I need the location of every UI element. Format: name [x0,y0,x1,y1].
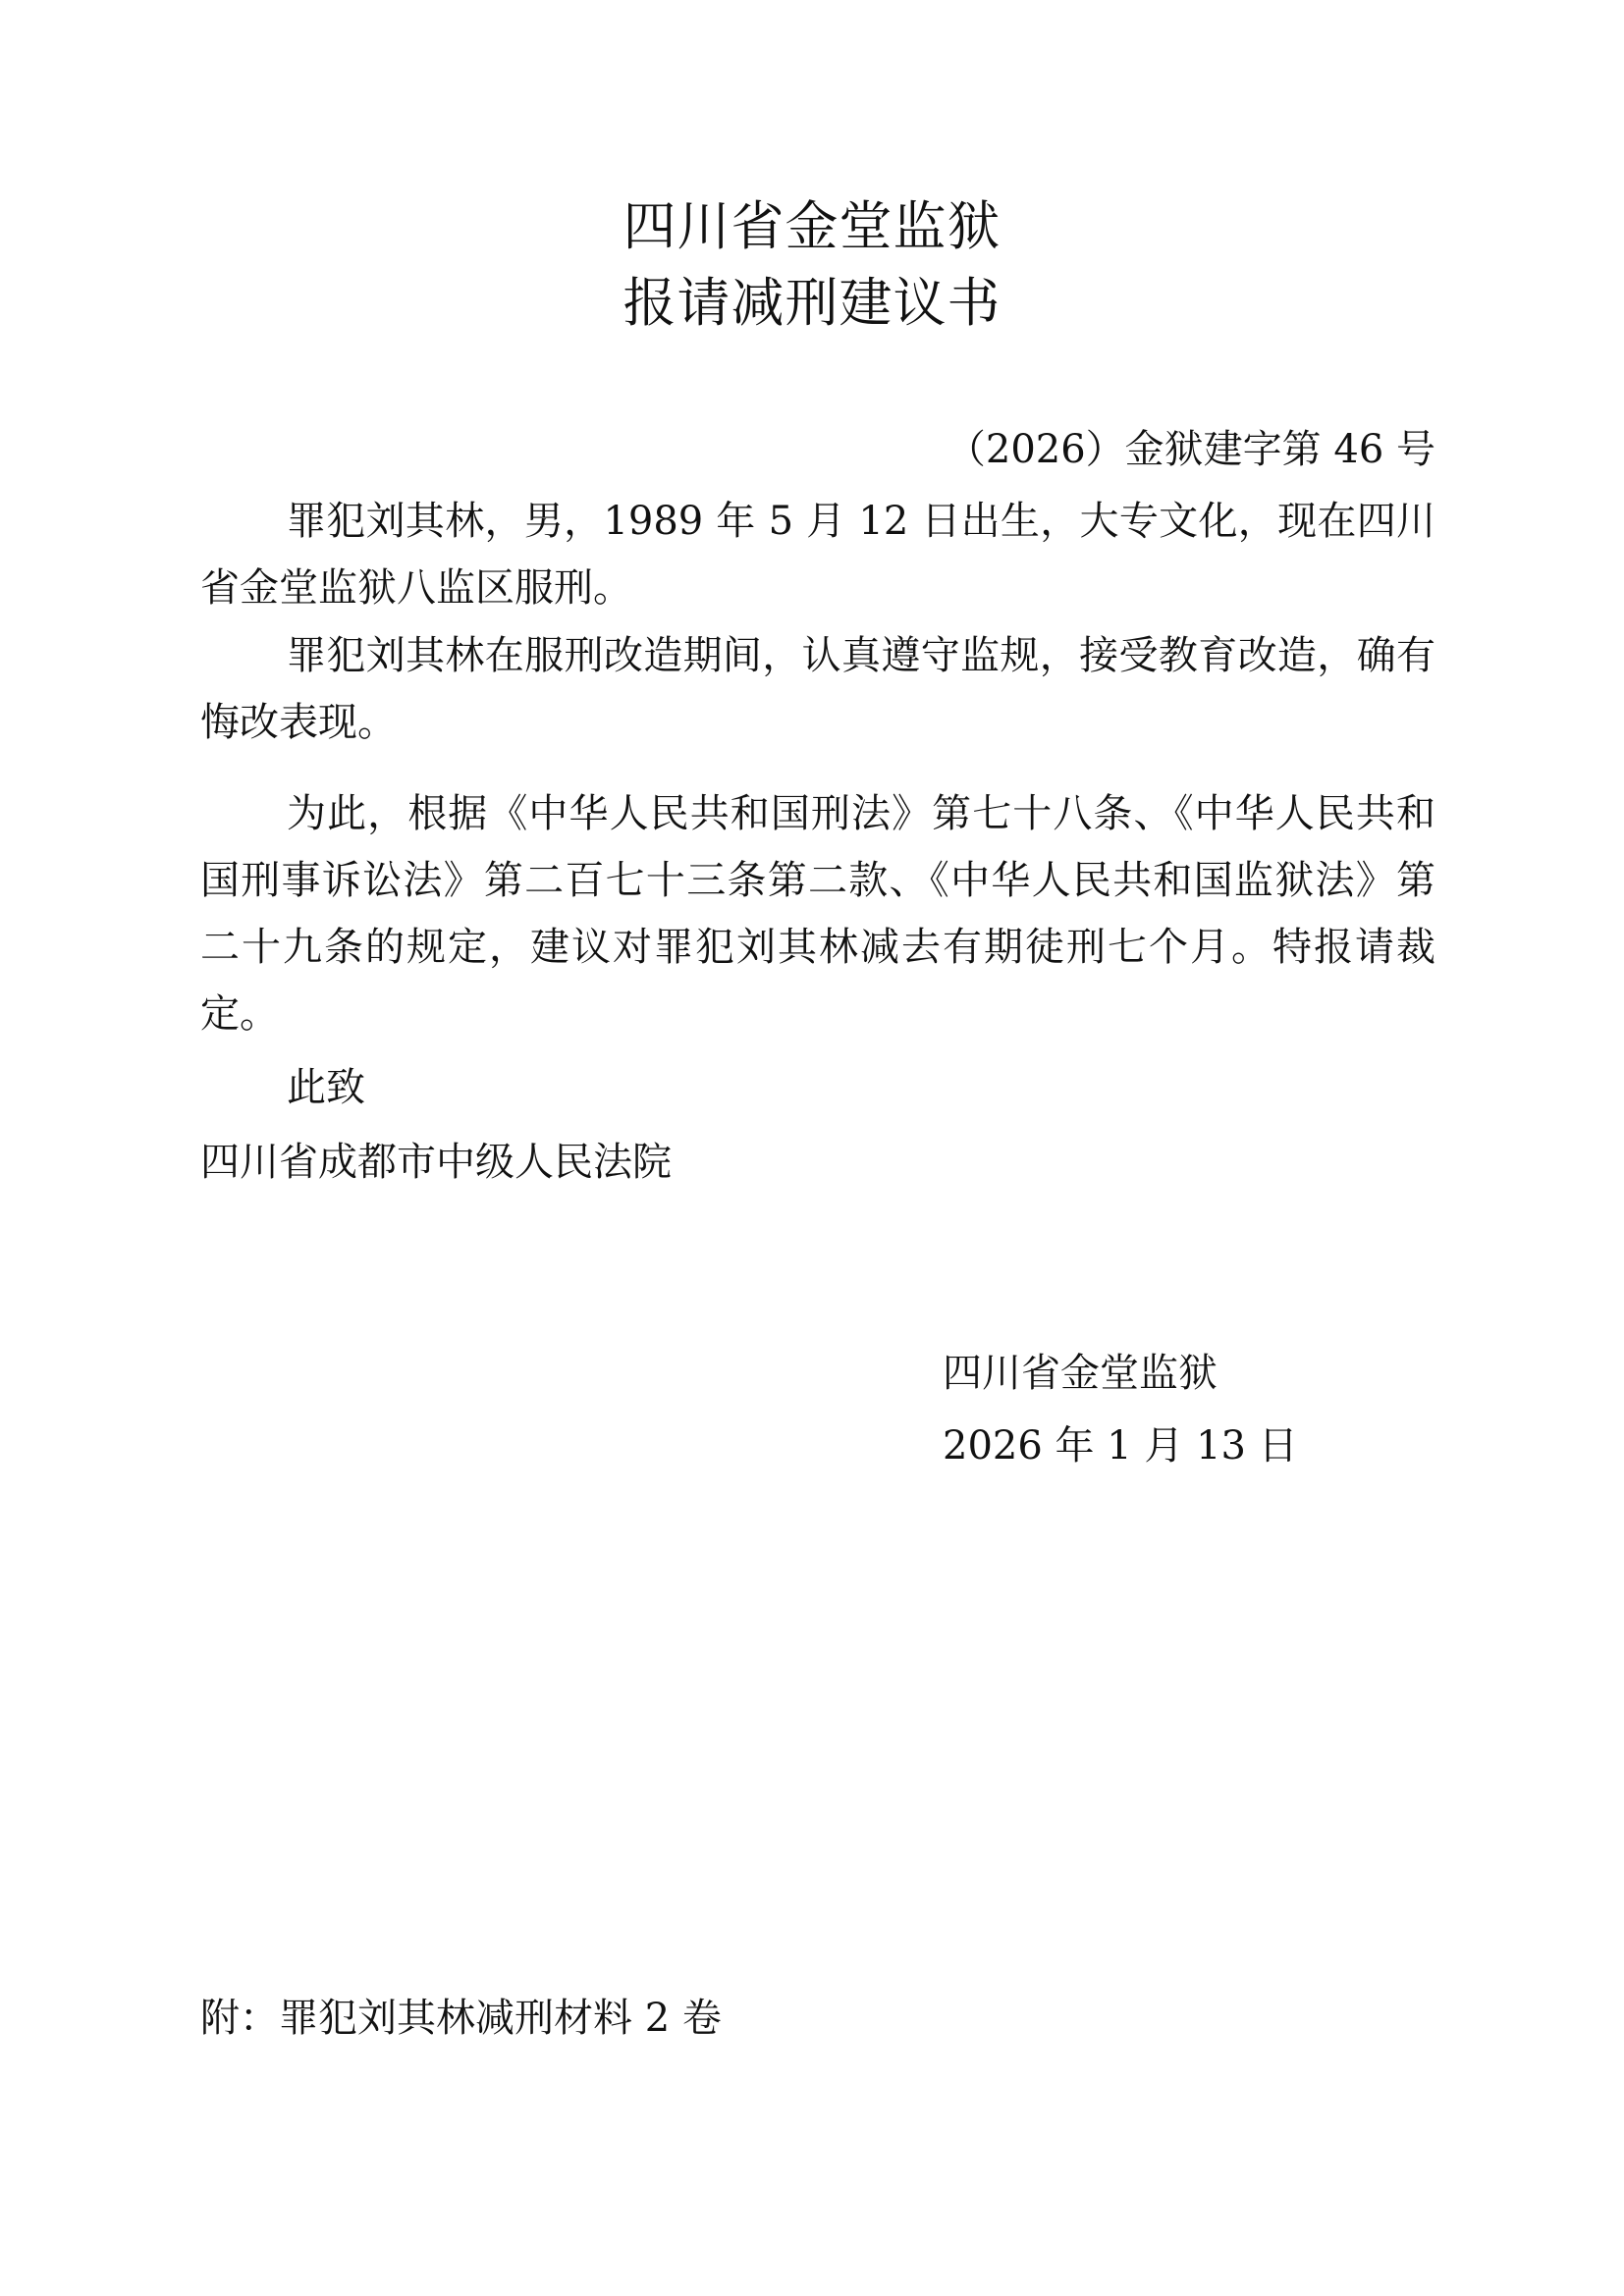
paragraph-behavior: 罪犯刘其林在服刑改造期间，认真遵守监规，接受教育改造，确有悔改表现。 [200,633,1435,745]
document-number: （2026）金狱建字第 46 号 [946,427,1435,472]
recipient-court: 四川省成都市中级人民法院 [200,1140,672,1185]
attachment-note: 附：罪犯刘其林减刑材料 2 卷 [200,1996,722,2041]
paragraph-prisoner-info: 罪犯刘其林，男，1989 年 5 月 12 日出生，大专文化，现在四川省金堂监狱八监区服刑。 [200,499,1435,611]
signature-date: 2026 年 1 月 13 日 [943,1423,1298,1468]
document-title-line2: 报请减刑建议书 [623,272,1001,334]
closing-salutation: 此致 [287,1065,365,1110]
paragraph-recommendation: 为此，根据《中华人民共和国刑法》第七十八条、《中华人民共和国刑事诉讼法》第二百七十三条第二款、《中华人民共和国监狱法》第二十九条的规定，建议对罪犯刘其林减去有期徒刑七个月。特报请裁定。 [200,791,1435,1037]
signature-organization: 四川省金堂监狱 [943,1351,1218,1396]
document-title-line1: 四川省金堂监狱 [623,195,1001,257]
